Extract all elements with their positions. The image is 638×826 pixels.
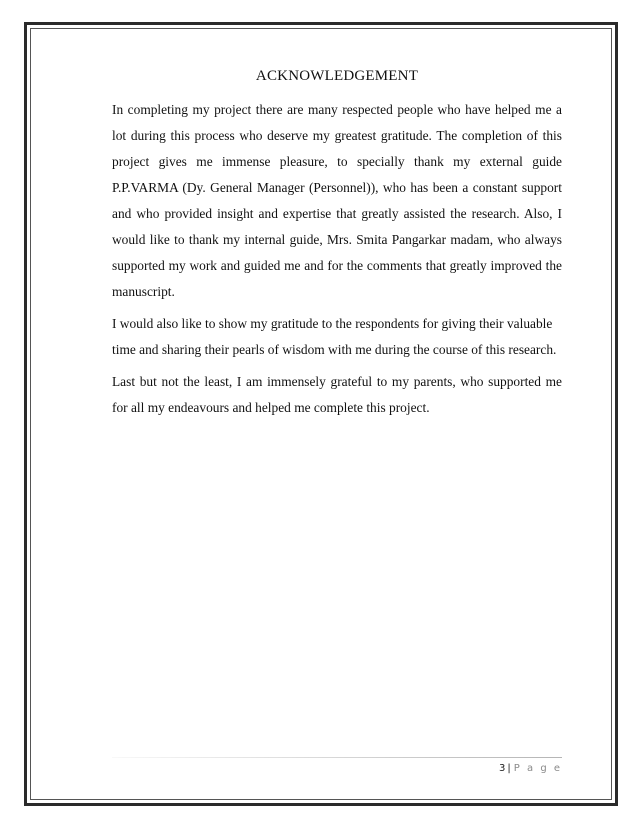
page-title: ACKNOWLEDGEMENT bbox=[255, 68, 419, 84]
page-footer bbox=[112, 763, 562, 774]
footer-divider bbox=[112, 757, 562, 758]
footer-separator: | bbox=[507, 763, 511, 774]
page-content bbox=[112, 68, 562, 427]
page-number: 3 bbox=[499, 763, 506, 774]
paragraph-1: In completing my project there are many respected people who have helped me a lot during this process who deserve my greatest gratitude. The completion of this project gives me immense pleasure, to specially thank my external guide P.P.VARMA (Dy. General Manager (Personnel)), who has been a constant support and who provided insight and expertise that greatly assisted the research. Also, I would like to thank my internal guide, Mrs. Smita Pangarkar madam, who always supported my work and guided me and for the comments that greatly improved the manuscript. bbox=[112, 102, 562, 299]
paragraph-3: Last but not the least, I am immensely grateful to my parents, who supported me for all my endeavours and helped me complete this project. bbox=[112, 374, 562, 415]
page-label: P a g e bbox=[513, 763, 562, 774]
paragraph-2: I would also like to show my gratitude to the respondents for giving their valuable time and sharing their pearls of wisdom with me during the course of this research. bbox=[112, 316, 557, 357]
